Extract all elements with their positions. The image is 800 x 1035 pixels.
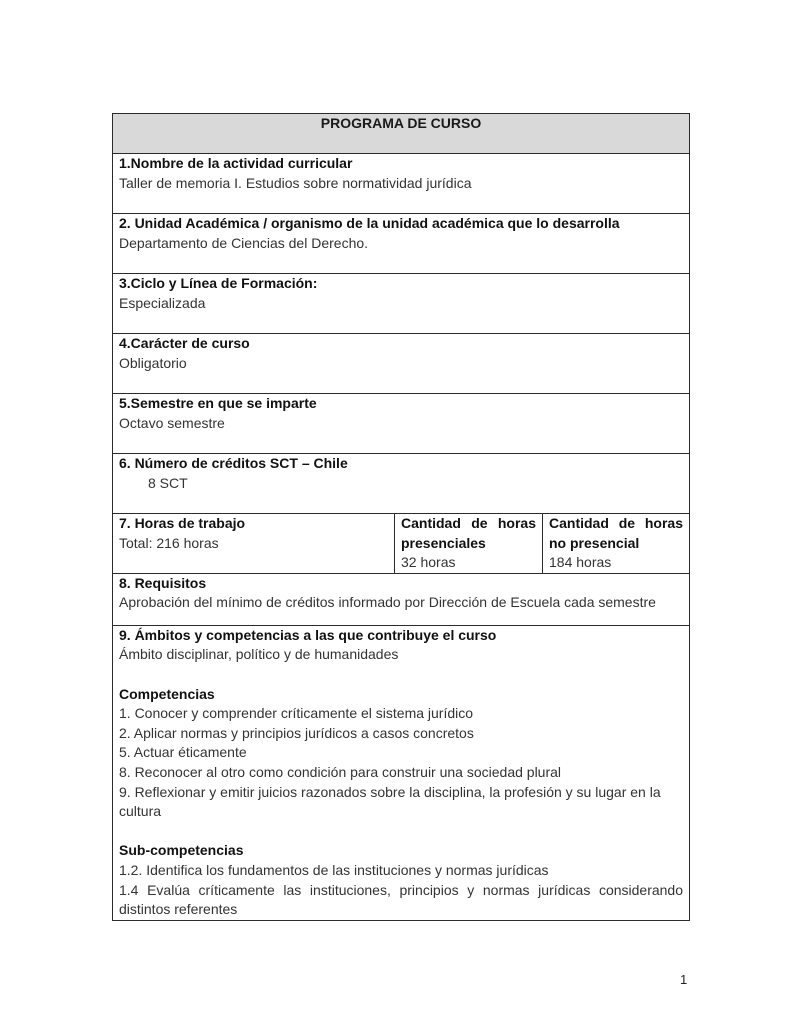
competencia-item: 1. Conocer y comprender críticamente el sistema jurídico — [119, 705, 474, 722]
section-nombre — [113, 154, 690, 214]
subcompetencia-item: 1.4 Evalúa críticamente las instituciones, principios y normas jurídicas considerando distintos referentes — [119, 881, 684, 918]
section-creditos — [113, 454, 690, 514]
section-caracter — [113, 334, 690, 394]
no-presencial-value: 184 horas — [549, 554, 612, 571]
section-requisitos — [113, 573, 690, 625]
subcompetencias-heading: Sub-competencias — [119, 842, 244, 859]
no-presencial-heading: Cantidad de horas no presencial — [549, 515, 684, 551]
section-value: Aprobación del mínimo de créditos informado por Dirección de Escuela cada semestre — [119, 594, 656, 611]
section-value: 8 SCT — [148, 474, 188, 491]
section-ciclo — [113, 274, 690, 334]
section-heading: 9. Ámbitos y competencias a las que contribuye el curso — [119, 626, 497, 643]
section-heading: 5.Semestre en que se imparte — [119, 395, 317, 411]
section-value: Departamento de Ciencias del Derecho. — [119, 234, 369, 251]
ambito-text: Ámbito disciplinar, político y de humanidades — [119, 646, 399, 663]
section-heading: 6. Número de créditos SCT – Chile — [119, 455, 348, 471]
competencia-item: 5. Actuar éticamente — [119, 744, 247, 761]
section-heading: 4.Carácter de curso — [119, 335, 250, 351]
section-heading: 8. Requisitos — [119, 574, 207, 591]
subcompetencia-item: 1.2. Identifica los fundamentos de las instituciones y normas jurídicas — [119, 861, 549, 878]
page-number: 1 — [680, 972, 688, 987]
section-heading: 7. Horas de trabajo — [119, 515, 246, 531]
course-program-table — [112, 113, 690, 921]
competencias-heading: Competencias — [119, 685, 215, 702]
total-hours: Total: 216 horas — [119, 534, 219, 551]
section-heading: 1.Nombre de la actividad curricular — [119, 155, 353, 171]
section-semestre — [113, 394, 690, 454]
section-horas — [113, 514, 690, 574]
section-heading: 2. Unidad Académica / organismo de la unidad académica que lo desarrolla — [119, 215, 620, 231]
presencial-value: 32 horas — [401, 554, 456, 571]
section-value: Taller de memoria I. Estudios sobre normatividad jurídica — [119, 174, 472, 191]
competencia-item: 9. Reflexionar y emitir juicios razonados sobre la disciplina, la profesión y su lugar en la cultura — [119, 783, 661, 820]
table-title: PROGRAMA DE CURSO — [113, 114, 690, 154]
section-value: Octavo semestre — [119, 414, 225, 431]
competencia-item: 2. Aplicar normas y principios jurídicos a casos concretos — [119, 724, 474, 741]
section-competencias — [113, 625, 690, 920]
competencia-item: 8. Reconocer al otro como condición para construir una sociedad plural — [119, 763, 562, 780]
section-heading: 3.Ciclo y Línea de Formación: — [119, 275, 318, 291]
presencial-heading: Cantidad de horas presenciales — [401, 515, 536, 551]
table-header-row — [113, 114, 690, 154]
section-value: Especializada — [119, 294, 206, 311]
section-value: Obligatorio — [119, 354, 187, 371]
section-unidad-academica — [113, 214, 690, 274]
